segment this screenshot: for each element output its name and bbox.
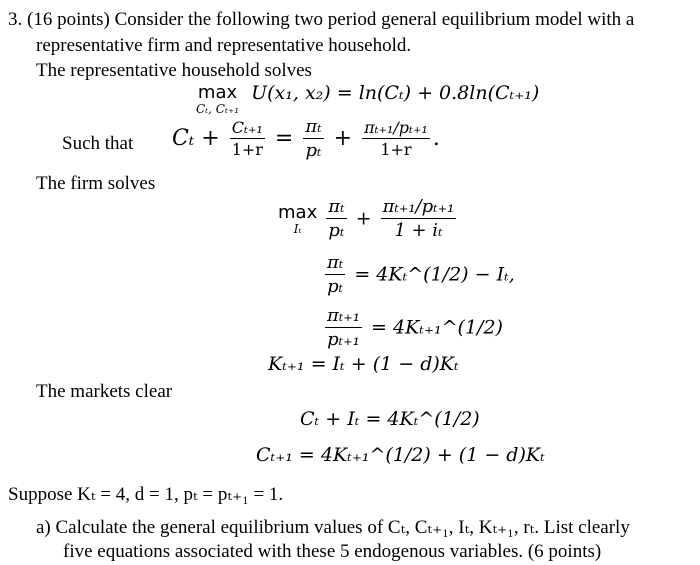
firm-label: The firm solves <box>36 173 156 194</box>
problem-line-2: representative firm and representative household. <box>36 35 412 56</box>
budget-constraint: Cₜ + $\frac{\text{Cₜ₊₁}}{1+r}$ = $\frac{\text{πₜ}}{\text{pₜ}}$ + $\frac{\text{πₜ₊₁/pₜ₊₁}}{1+r}$ . <box>172 116 440 161</box>
household-objective <box>196 84 539 115</box>
household-utility: U(x₁, x₂) = ln(Cₜ) + 0.8ln(Cₜ₊₁) <box>251 82 540 104</box>
problem-line-1: 3. (16 points) Consider the following two period general equilibrium model with a <box>8 9 635 30</box>
problem-line-3: The representative household solves <box>36 60 312 81</box>
firm-objective: max Iₜ $\frac{\text{πₜ}}{\text{pₜ}}$ + $\frac{\text{πₜ₊₁/pₜ₊₁}}{\text{1 + iₜ}}$ <box>278 196 455 241</box>
markets-label: The markets clear <box>36 381 173 402</box>
market-clear-t: Cₜ + Iₜ = 4Kₜ^(1/2) <box>300 408 480 430</box>
firm-profit-t: $\frac{\text{πₜ}}{\text{pₜ}}$ = 4Kₜ^(1/2) − Iₜ, <box>327 252 515 297</box>
question-a-line-1: a) Calculate the general equilibrium values of Cₜ, Cₜ₊₁, Iₜ, Kₜ₊₁, rₜ. List clearly <box>36 517 630 538</box>
constraint-label: Such that <box>62 133 134 154</box>
max-operator: max Cₜ, Cₜ₊₁ <box>196 82 240 116</box>
question-a-line-2: five equations associated with these 5 endogenous variables. (6 points) <box>63 541 602 562</box>
suppose-line: Suppose Kₜ = 4, d = 1, pₜ = pₜ₊₁ = 1. <box>8 484 284 505</box>
capital-accumulation: Kₜ₊₁ = Iₜ + (1 − d)Kₜ <box>268 353 459 375</box>
market-clear-t1: Cₜ₊₁ = 4Kₜ₊₁^(1/2) + (1 − d)Kₜ <box>256 444 545 466</box>
firm-profit-t1: $\frac{\text{πₜ₊₁}}{\text{pₜ₊₁}}$ = 4Kₜ₊₁^(1/2) <box>327 305 503 350</box>
firm-max-operator: max Iₜ <box>278 201 318 236</box>
